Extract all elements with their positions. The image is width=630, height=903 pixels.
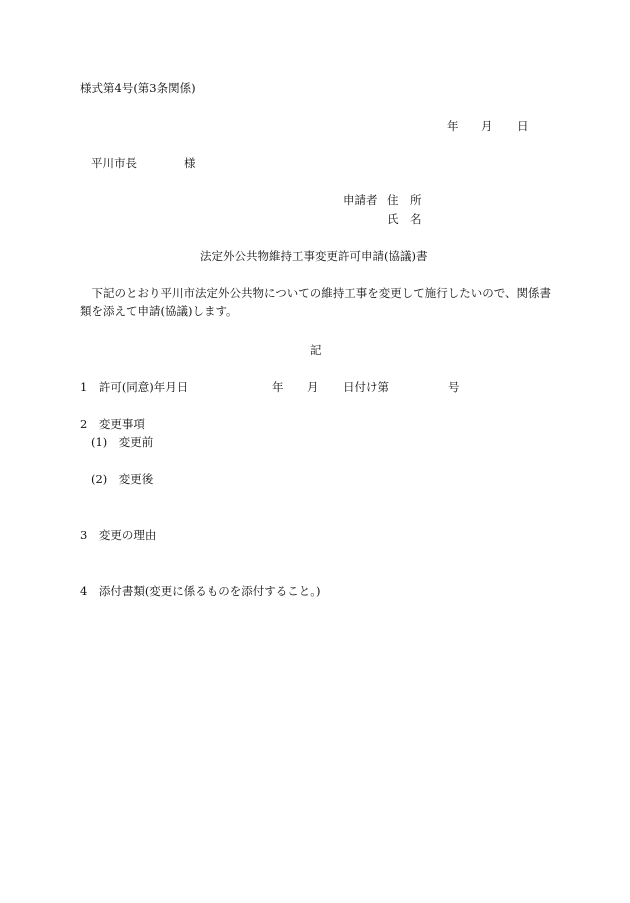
date-day: 日 [517, 119, 529, 133]
item4-label: 4 添付書類(変更に係るものを添付すること。) [80, 584, 321, 598]
body-line-2: 類を添えて申請(協議)します。 [80, 304, 238, 318]
applicant-name-label: 氏 名 [387, 212, 422, 226]
applicant-address-label: 住 所 [387, 193, 422, 207]
item1-year: 年 [272, 380, 284, 394]
body-line-1: 下記のとおり平川市法定外公共物についての維持工事を変更して施行したいので、関係書 [80, 286, 552, 300]
date-month: 月 [481, 119, 493, 133]
applicant-label: 申請者 [343, 193, 378, 207]
item1-month: 月 [307, 380, 319, 394]
item1-label: 1 許可(同意)年月日 [80, 380, 189, 394]
item2-sub1: (1) 変更前 [91, 435, 154, 449]
addressee-name: 平川市長 [91, 156, 137, 170]
ki-heading: 記 [310, 343, 322, 357]
addressee-honorific: 様 [184, 156, 196, 170]
item1-gou: 号 [448, 380, 460, 394]
date-year: 年 [447, 119, 459, 133]
item3-label: 3 変更の理由 [80, 528, 157, 542]
item1-day-number: 日付け第 [343, 380, 389, 394]
item2-label: 2 変更事項 [80, 417, 145, 431]
item2-sub2: (2) 変更後 [91, 472, 154, 486]
document-title: 法定外公共物維持工事変更許可申請(協議)書 [200, 249, 428, 263]
form-number: 様式第4号(第3条関係) [80, 81, 196, 95]
